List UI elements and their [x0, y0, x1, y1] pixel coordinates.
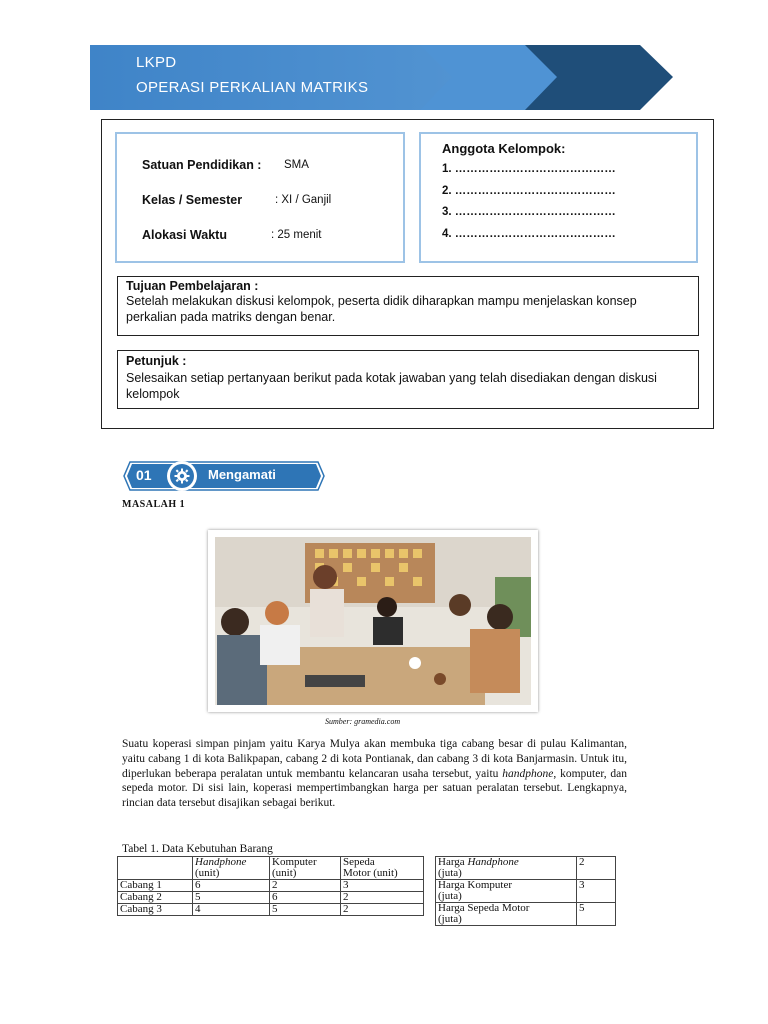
table-row: [436, 880, 616, 903]
price-label-cell: [436, 857, 577, 880]
table-caption: Tabel 1. Data Kebutuhan Barang: [122, 843, 273, 855]
satuan-label: Satuan Pendidikan :: [142, 158, 262, 172]
problem-paragraph: Suatu koperasi simpan pinjam yaitu Karya Mulya akan membuka tiga cabang besar di pulau Kalimantan, yaitu cabang 1 di kota Balikpapan, cabang 2 di kota Pontianak, dan cabang 3 di kota Banjarmasin. Untuk itu, diperlukan beberapa peralatan untuk membantu kelancaran usaha tersebut, yaitu handphone, komputer, dan sepeda motor. Di sisi lain, koperasi mempertimbangkan harga per satuan peralatan tersebut. Lengkapnya, rincian data tersebut disajikan sebagai berikut.: [122, 738, 627, 810]
table-header-cell: [341, 857, 424, 880]
group-member-3[interactable]: 3. ……………………………………: [442, 206, 616, 218]
header-komputer: Komputer: [272, 856, 317, 868]
group-member-1[interactable]: 1. ……………………………………: [442, 163, 616, 175]
header-sepeda: Sepeda: [343, 856, 375, 868]
table-cell: 2: [270, 880, 341, 892]
emphasis-handphone: handphone: [502, 767, 554, 780]
gear-icon: [174, 468, 190, 484]
header-unit: Motor (unit): [343, 867, 398, 879]
table-row: [118, 880, 424, 892]
header-unit: (unit): [272, 867, 297, 879]
header-title-topic: OPERASI PERKALIAN MATRIKS: [136, 79, 369, 96]
table-cell: 4: [193, 904, 270, 916]
table-row: [118, 904, 424, 916]
table-row: [118, 857, 424, 880]
price-table: [435, 856, 616, 926]
table-cell: 2: [341, 892, 424, 904]
step-number: 01: [136, 467, 152, 483]
table-row: [118, 892, 424, 904]
price-value: 3: [577, 880, 616, 903]
price-label-cell: [436, 903, 577, 926]
header-unit: (unit): [195, 867, 220, 879]
price-label: Harga: [438, 856, 468, 868]
petunjuk-title: Petunjuk :: [126, 354, 187, 368]
price-unit: (juta): [438, 867, 462, 879]
step-label: Mengamati: [208, 467, 276, 482]
needs-table: [117, 856, 424, 916]
header-banner: [90, 45, 680, 110]
row-label: Cabang 2: [118, 892, 193, 904]
group-member-2[interactable]: 2. ……………………………………: [442, 185, 616, 197]
tujuan-title: Tujuan Pembelajaran :: [126, 279, 259, 293]
table-cell: 3: [341, 880, 424, 892]
kelas-label: Kelas / Semester: [142, 193, 243, 207]
group-member-4[interactable]: 4. ……………………………………: [442, 228, 616, 240]
row-label: Cabang 1: [118, 880, 193, 892]
alokasi-value: : 25 menit: [271, 229, 322, 241]
satuan-value: SMA: [284, 159, 309, 171]
problem-heading: MASALAH 1: [122, 499, 186, 510]
photo-caption: Sumber: gramedia.com: [325, 717, 401, 726]
group-title: Anggota Kelompok:: [442, 141, 566, 156]
table-cell: 6: [270, 892, 341, 904]
price-unit: (juta): [438, 890, 462, 902]
meeting-photo: [208, 530, 538, 712]
price-label: Harga Komputer: [438, 879, 513, 891]
table-row: [436, 903, 616, 926]
table-cell: 5: [193, 892, 270, 904]
price-label-cell: [436, 880, 577, 903]
price-unit: (juta): [438, 913, 462, 925]
header-handphone: Handphone: [195, 856, 247, 868]
price-item: Handphone: [467, 856, 519, 868]
header-title-lkpd: LKPD: [136, 54, 177, 71]
row-label: Cabang 3: [118, 904, 193, 916]
kelas-value: : XI / Ganjil: [275, 194, 332, 206]
table-cell: [118, 857, 193, 880]
table-cell: 5: [270, 904, 341, 916]
price-label: Harga Sepeda Motor: [438, 902, 530, 914]
tujuan-body: Setelah melakukan diskusi kelompok, peserta didik diharapkan mampu menjelaskan konsep perkalian pada matriks dengan benar.: [126, 294, 637, 324]
table-row: [436, 857, 616, 880]
petunjuk-body: Selesaikan setiap pertanyaan berikut pada kotak jawaban yang telah disediakan dengan diskusi kelompok: [126, 371, 657, 401]
alokasi-label: Alokasi Waktu: [142, 228, 227, 242]
table-cell: 2: [341, 904, 424, 916]
table-header-cell: [193, 857, 270, 880]
table-cell: 6: [193, 880, 270, 892]
price-value: 5: [577, 903, 616, 926]
price-value: 2: [577, 857, 616, 880]
table-header-cell: [270, 857, 341, 880]
